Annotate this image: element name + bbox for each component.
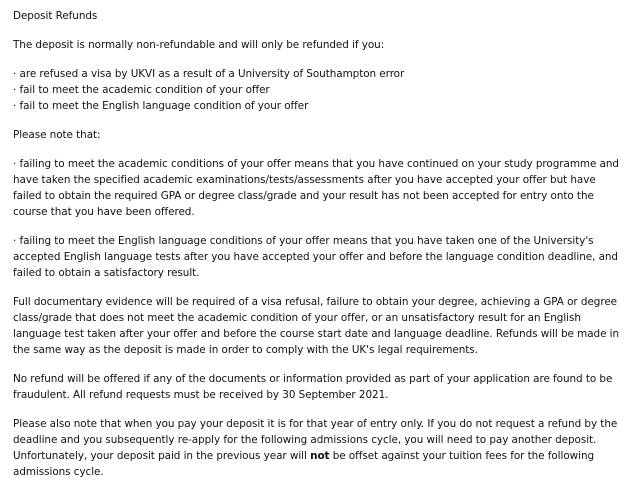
- final-note-text: Please also note that when you pay your deposit it is for that year of entry only. If you do not request a refund by the deadline and you subsequently re-apply for the following admissions cycle, you will need to pay another deposit. Unfortunately, your deposit paid in the previous year will: [13, 418, 618, 462]
- document-title: Deposit Refunds: [13, 10, 98, 22]
- final-note-text-end: be offset against your tuition fees for the following admissions cycle.: [13, 450, 595, 478]
- refund-conditions-list: [13, 66, 640, 114]
- academic-condition-note: · failing to meet the academic conditions of your offer means that you have continued on your study programme and have taken the specified academic examinations/tests/assessments after you have accepted your offer but have failed to obtain the required GPA or degree class/grade and your result has not been accepted for entry onto the course that you have been offered.: [13, 158, 619, 218]
- list-item: · fail to meet the academic condition of your offer: [13, 84, 270, 96]
- please-note-heading: Please note that:: [13, 129, 101, 141]
- evidence-paragraph: Full documentary evidence will be required of a visa refusal, failure to obtain your degree, achieving a GPA or degree class/grade that does not meet the academic condition of your offer, or an unsatisfactory result for an English language test taken after your offer and before the course start date and language deadline. Refunds will be made in the same way as the deposit is made in order to comply with the UK's legal requirements.: [13, 296, 620, 356]
- intro-paragraph: The deposit is normally non-refundable and will only be refunded if you:: [13, 39, 385, 51]
- fraud-paragraph: No refund will be offered if any of the documents or information provided as part of your application are found to be fraudulent. All refund requests must be received by 30 September 2021.: [13, 373, 613, 401]
- final-note-paragraph: [13, 416, 625, 480]
- list-item: · fail to meet the English language condition of your offer: [13, 100, 309, 112]
- list-item: · are refused a visa by UKVI as a result of a University of Southampton error: [13, 68, 405, 80]
- english-condition-note: · failing to meet the English language conditions of your offer means that you have taken one of the University's accepted English language tests after you have accepted your offer and before the language condition deadline, and failed to obtain a satisfactory result.: [13, 235, 618, 279]
- emphasis-not: not: [310, 450, 330, 462]
